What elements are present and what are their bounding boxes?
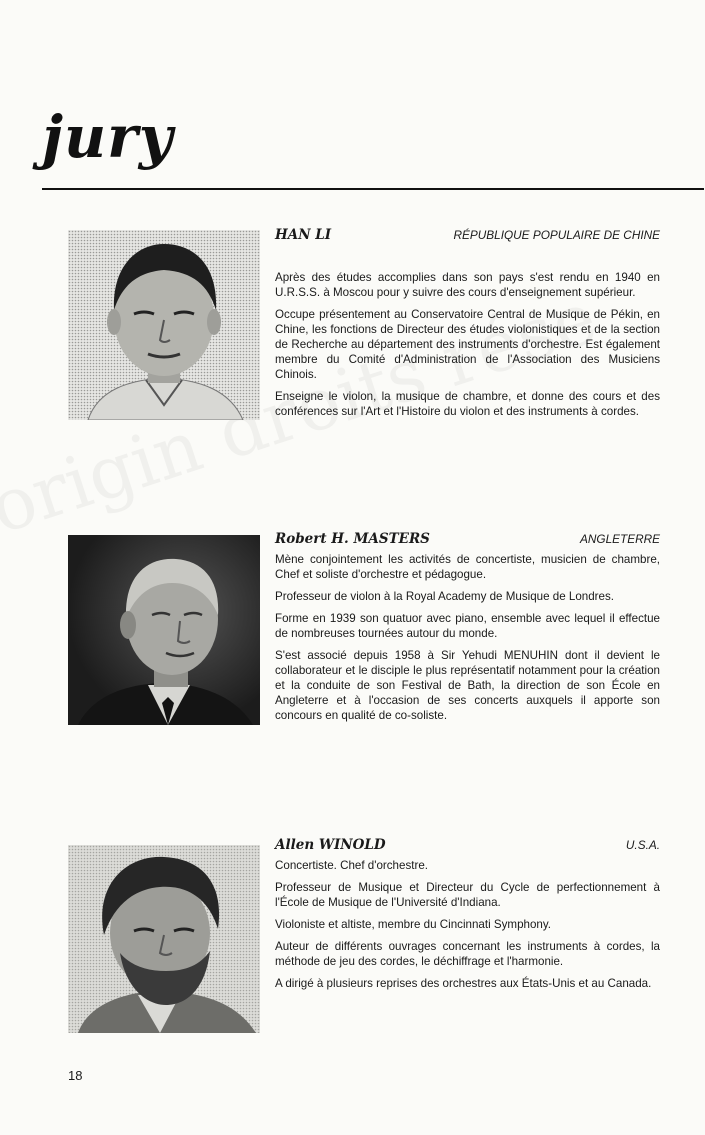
bio-paragraph: A dirigé à plusieurs reprises des orchestres aux États-Unis et au Canada. [275, 977, 652, 990]
entry-header [275, 838, 660, 858]
bio-paragraph: Enseigne le violon, la musique de chambre, et donne des cours et des conférences sur l'Art et l'Histoire du violon et des instruments à cordes. [275, 390, 660, 418]
jury-country: U.S.A. [625, 838, 660, 852]
jury-name: Allen WINOLD [275, 837, 386, 853]
bio-paragraph: Occupe présentement au Conservatoire Central de Musique de Pékin, en Chine, les fonctions de Directeur des études violonistiques et de la section de Recherche au département des instruments d'orchestre. Est également membre du Comité d'Administration de l'Association des Musiciens Chinois. [275, 308, 660, 381]
bio-paragraph: Mène conjointement les activités de concertiste, musicien de chambre, Chef et soliste d'orchestre et pédagogue. [275, 553, 660, 581]
bio-paragraph: Professeur de violon à la Royal Academy de Musique de Londres. [275, 590, 614, 603]
page-title: jury [42, 103, 174, 171]
jury-name: HAN LI [275, 227, 332, 243]
bio-paragraph: S'est associé depuis 1958 à Sir Yehudi MENUHIN dont il devient le collaborateur et le disciple le plus représentatif notamment pour la création et la conduite de son Festival de Bath, la direction de son École en Angleterre et à l'occasion de ses concerts auxquels il apporte son concours en qualité de co-soliste. [275, 649, 660, 722]
portrait-photo-han-li [68, 230, 260, 420]
bio-paragraph: Concertiste. Chef d'orchestre. [275, 859, 429, 872]
bio-allen-winold [275, 838, 660, 998]
jury-name: Robert H. MASTERS [275, 531, 430, 547]
bio-paragraph: Violoniste et altiste, membre du Cincinnati Symphony. [275, 918, 552, 931]
entry-header [275, 532, 660, 552]
portrait-photo-allen-winold [68, 845, 260, 1033]
title-rule [42, 188, 704, 190]
entry-header [275, 228, 660, 248]
bio-paragraph: Professeur de Musique et Directeur du Cycle de perfectionnement à l'École de Musique de l'Université d'Indiana. [275, 881, 660, 909]
jury-country: RÉPUBLIQUE POPULAIRE DE CHINE [453, 228, 660, 242]
bio-paragraph: Forme en 1939 son quatuor avec piano, ensemble avec lequel il effectue de nombreuses tournées autour du monde. [275, 612, 660, 640]
bio-han-li [275, 228, 660, 426]
portrait-photo-robert-masters [68, 535, 260, 725]
bio-paragraph: Après des études accomplies dans son pays s'est rendu en 1940 en U.R.S.S. à Moscou pour y suivre des cours d'enseignement supérieur. [275, 271, 660, 299]
page-number: 18 [68, 1068, 83, 1083]
bio-paragraph: Auteur de différents ouvrages concernant les instruments à cordes, la méthode de jeu des cordes, le déchiffrage et l'harmonie. [275, 940, 660, 968]
bio-robert-masters [275, 532, 660, 730]
jury-country: ANGLETERRE [580, 532, 660, 546]
